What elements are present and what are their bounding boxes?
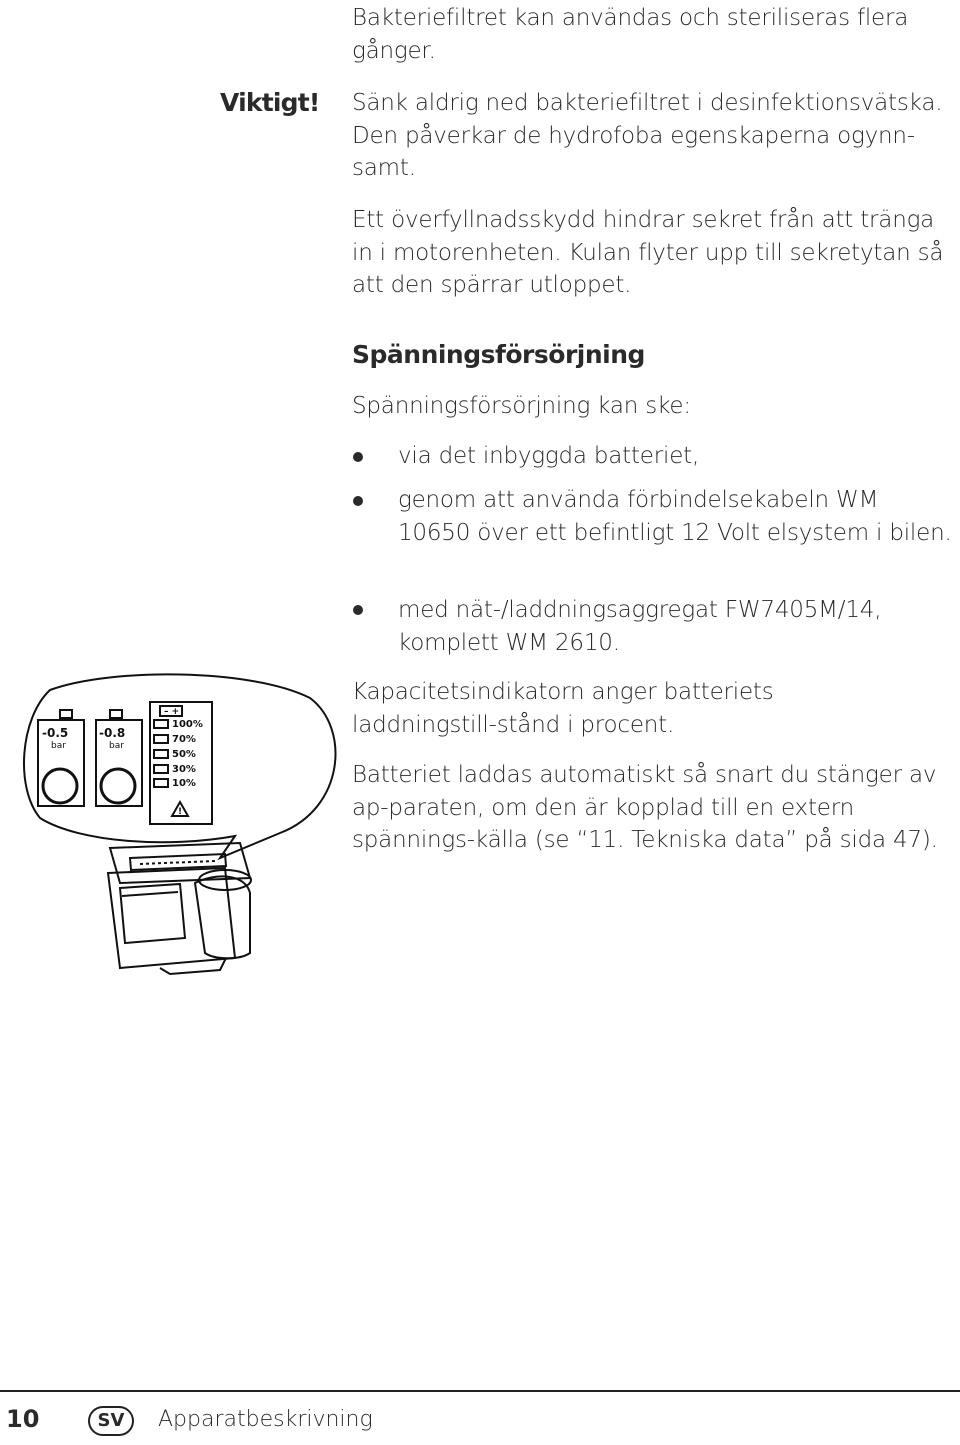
battery-symbol: – + <box>164 707 180 717</box>
footer-divider <box>0 1390 960 1392</box>
bullet-dot <box>353 605 363 615</box>
page-number: 10 <box>6 1405 40 1433</box>
language-badge: SV <box>88 1406 134 1436</box>
warning-label: Viktigt! <box>220 88 320 117</box>
bullet-dot <box>353 452 363 462</box>
gauge-left-dial <box>43 769 77 803</box>
warning-symbol: ! <box>178 807 183 817</box>
gauge-left-value: -0.5 <box>42 726 69 740</box>
footer-section-title: Apparatbeskrivning <box>158 1407 373 1432</box>
section-heading: Spänningsförsörjning <box>352 340 645 369</box>
gauge-right-value: -0.8 <box>99 726 126 740</box>
battery-level-label: 100% <box>172 719 203 730</box>
bullet-item: genom att använda förbindelsekabeln WM 10650 över ett befintligt 12 Volt elsystem i bilen. <box>398 487 952 546</box>
battery-level-label: 50% <box>172 749 196 760</box>
section-lead: Spänningsförsörjning kan ske: <box>352 393 691 419</box>
gauge-left-unit: bar <box>51 741 66 751</box>
charging-paragraph: Batteriet laddas automatiskt så snart du stänger av ap-paraten, om den är kopplad till en extern spännings-källa (se “11. Tekniska data” på sida 47). <box>352 762 938 853</box>
battery-level-label: 10% <box>172 778 196 789</box>
capacity-paragraph: Kapacitetsindikatorn anger batteriets laddningstill-stånd i procent. <box>352 679 774 738</box>
battery-level-label: 30% <box>172 764 196 775</box>
intro-paragraph: Bakteriefiltret kan användas och steriliseras flera gånger. <box>352 5 909 64</box>
battery-level-label: 70% <box>172 734 196 745</box>
warning-paragraph: Sänk aldrig ned bakteriefiltret i desinfektionsvätska. Den påverkar de hydrofoba egenskaperna ogynn-samt. <box>352 90 943 181</box>
gauge-right-dial <box>101 769 135 803</box>
bullet-item: med nät-/laddningsaggregat FW7405M/14, komplett WM 2610. <box>398 597 882 656</box>
device-illustration <box>20 668 340 988</box>
bullet-dot <box>353 496 363 506</box>
bullet-item: via det inbyggda batteriet, <box>398 443 700 469</box>
overflow-paragraph: Ett överfyllnadsskydd hindrar sekret från att tränga in i motorenheten. Kulan flyter upp till sekretytan så att den spärrar utloppet. <box>352 207 944 298</box>
gauge-right-unit: bar <box>109 741 124 751</box>
